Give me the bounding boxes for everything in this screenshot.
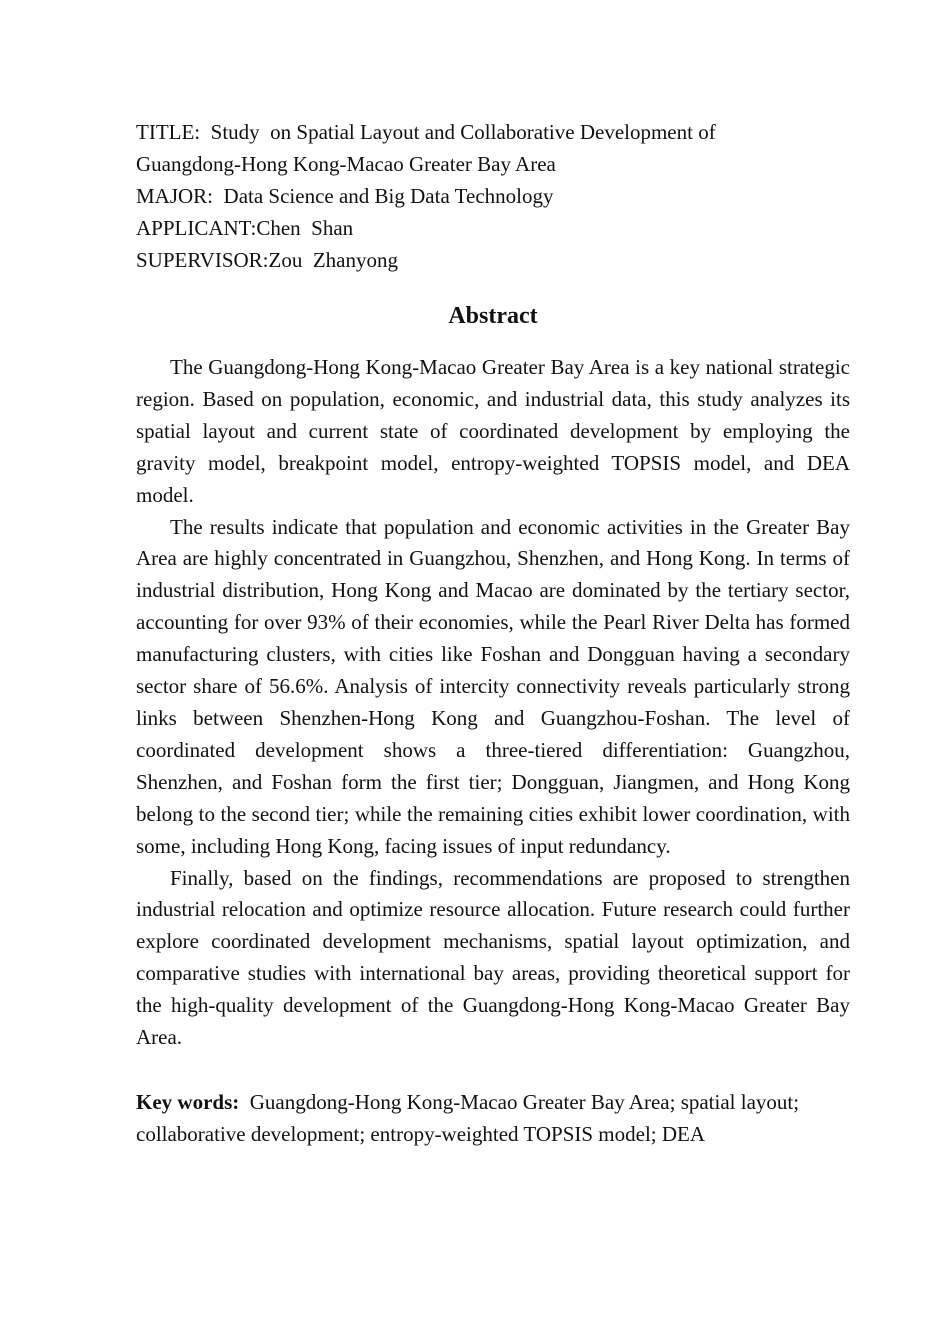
title-line-1 [136, 116, 850, 148]
abstract-paragraph-1: The Guangdong-Hong Kong-Macao Greater Bay Area is a key national strategic region. Based on population, economic, and industrial data, this study analyzes its spatial layout and current state of coordinated development by employing the gravity model, breakpoint model, entropy-weighted TOPSIS model, and DEA model. [136, 355, 850, 507]
keywords-line-1 [136, 1086, 850, 1118]
abstract-paragraph-2: The results indicate that population and economic activities in the Greater Bay Area are highly concentrated in Guangzhou, Shenzhen, and Hong Kong. In terms of industrial distribution, Hong Kong and Macao are dominated by the tertiary sector, accounting for over 93% of their economies, while the Pearl River Delta has formed manufacturing clusters, with cities like Foshan and Dongguan having a secondary sector share of 56.6%. Analysis of intercity connectivity reveals particularly strong links between Shenzhen-Hong Kong and Guangzhou-Foshan. The level of coordinated development shows a three-tiered differentiation: Guangzhou, Shenzhen, and Foshan form the first tier; Dongguan, Jiangmen, and Hong Kong belong to the second tier; while the remaining cities exhibit lower coordination, with some, including Hong Kong, facing issues of input redundancy. [136, 514, 850, 858]
thesis-metadata [136, 116, 850, 276]
document-page [136, 116, 850, 1150]
supervisor-value: Zou Zhanyong [268, 248, 399, 272]
major-line [136, 180, 850, 212]
major-value: Data Science and Big Data Technology [223, 184, 554, 208]
title-value-line-2: Guangdong-Hong Kong-Macao Greater Bay Area [136, 152, 556, 176]
abstract-paragraph-3: Finally, based on the findings, recommendations are proposed to strengthen industrial relocation and optimize resource allocation. Future research could further explore coordinated development mechanisms, spatial layout optimization, and comparative studies with international bay areas, providing theoretical support for the high-quality development of the Guangdong-Hong Kong-Macao Greater Bay Area. [136, 865, 850, 1050]
applicant-label: APPLICANT: [136, 216, 257, 240]
abstract-heading: Abstract [448, 303, 538, 329]
applicant-line [136, 212, 850, 244]
supervisor-label: SUPERVISOR: [136, 248, 269, 272]
keywords-block [136, 1086, 850, 1150]
title-value-line-1: Study on Spatial Layout and Collaborative Development of [210, 120, 716, 144]
keywords-value-line-1: Guangdong-Hong Kong-Macao Greater Bay Area; spatial layout; [249, 1089, 800, 1114]
major-label: MAJOR: [136, 184, 224, 208]
title-line-2 [136, 148, 850, 180]
abstract-body [136, 352, 850, 1054]
title-label: TITLE: [136, 120, 211, 144]
supervisor-line [136, 244, 850, 276]
keywords-label: Key words: [136, 1089, 240, 1114]
keywords-line-2: collaborative development; entropy-weighted TOPSIS model; DEA [136, 1121, 706, 1146]
applicant-value: Chen Shan [256, 216, 354, 240]
